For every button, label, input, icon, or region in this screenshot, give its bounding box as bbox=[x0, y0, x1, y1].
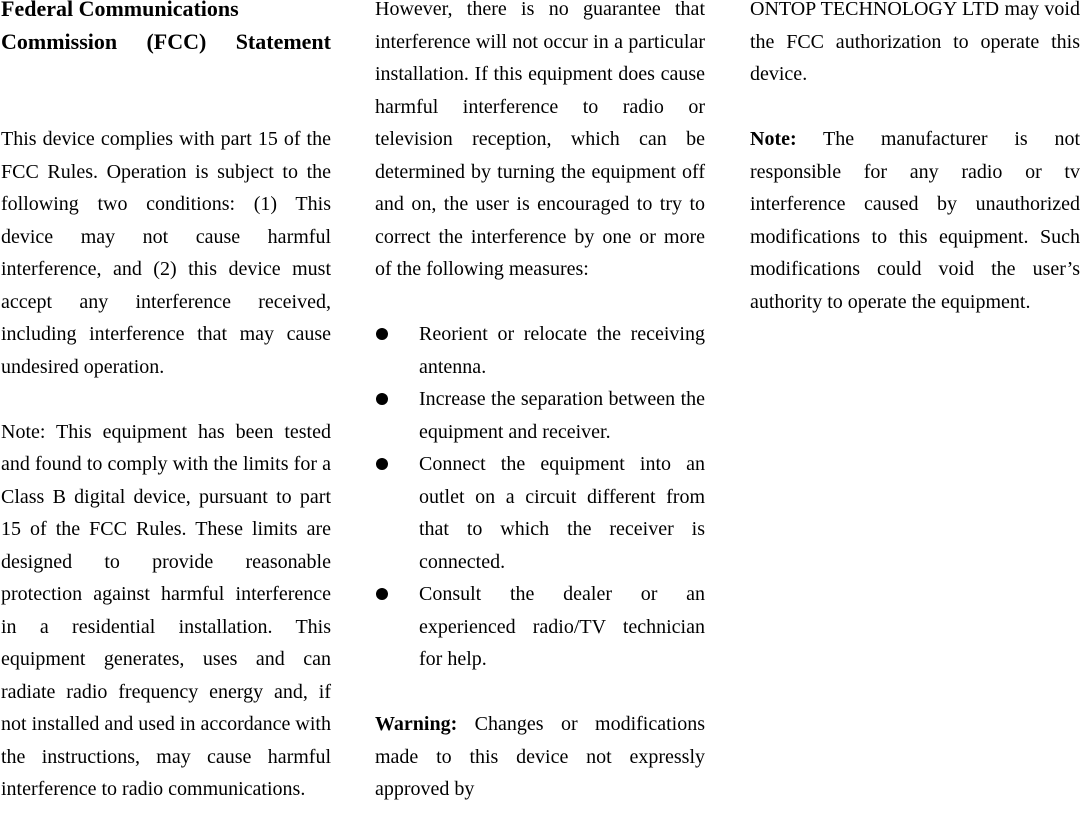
spacer bbox=[1, 58, 331, 123]
no-guarantee-paragraph: However, there is no guarantee that interference will not occur in a particular installation. If this equipment does cause harmful interference to radio or television reception, which can be determined by turning the equipment off and on, the user is encouraged to try to correct the interference by one or more of the following measures: bbox=[375, 0, 705, 280]
column-left bbox=[1, 0, 331, 806]
spacer bbox=[375, 676, 705, 709]
bullet-icon bbox=[376, 328, 388, 340]
spacer bbox=[750, 91, 1080, 124]
bullet-icon bbox=[376, 458, 388, 470]
list-item bbox=[375, 383, 705, 448]
warning-paragraph bbox=[375, 708, 705, 806]
heading-line-2: Commission (FCC) Statement bbox=[1, 28, 331, 54]
spacer bbox=[375, 286, 705, 319]
compliance-paragraph: This device complies with part 15 of the FCC Rules. Operation is subject to the following two conditions: (1) This device may not cause harmful interference, and (2) this device must accept any interference received, including interference that may cause undesired operation. bbox=[1, 128, 331, 378]
measures-list bbox=[375, 318, 705, 676]
list-item-text: Connect the equipment into an outlet on a circuit different from that to which the receiver is connected. bbox=[419, 453, 705, 573]
note-label: Note: bbox=[750, 128, 797, 150]
fcc-statement-heading bbox=[1, 0, 331, 58]
bullet-icon bbox=[376, 393, 388, 405]
spacer bbox=[1, 383, 331, 416]
list-item-text: Reorient or relocate the receiving antenna. bbox=[419, 323, 705, 378]
list-item-text: Consult the dealer or an experienced radio/TV technician for help. bbox=[419, 583, 705, 670]
list-item bbox=[375, 578, 705, 676]
column-middle bbox=[375, 0, 705, 806]
manufacturer-note-paragraph bbox=[750, 123, 1080, 318]
list-item-text: Increase the separation between the equipment and receiver. bbox=[419, 388, 705, 443]
warning-text: Changes or modifications made to this device not expressly approved by bbox=[375, 713, 705, 800]
note-text: The manufacturer is not responsible for any radio or tv interference caused by unauthorized modifications to this equipment. Such modifications could void the user’s authority to operate the equipment. bbox=[750, 128, 1080, 313]
list-item bbox=[375, 318, 705, 383]
bullet-icon bbox=[376, 588, 388, 600]
heading-line-1: Federal Communications bbox=[1, 0, 239, 21]
class-b-note-paragraph: Note: This equipment has been tested and found to comply with the limits for a Class B digital device, pursuant to part 15 of the FCC Rules. These limits are designed to provide reasonable protection against harmful interference in a residential installation. This equipment generates, uses and can radiate radio frequency energy and, if not installed and used in accordance with the instructions, may cause harmful interference to radio communications. bbox=[1, 420, 331, 800]
authorization-paragraph: ONTOP TECHNOLOGY LTD may void the FCC authorization to operate this device. bbox=[750, 0, 1080, 85]
list-item bbox=[375, 448, 705, 578]
warning-label: Warning: bbox=[375, 713, 458, 735]
column-right bbox=[750, 0, 1080, 318]
